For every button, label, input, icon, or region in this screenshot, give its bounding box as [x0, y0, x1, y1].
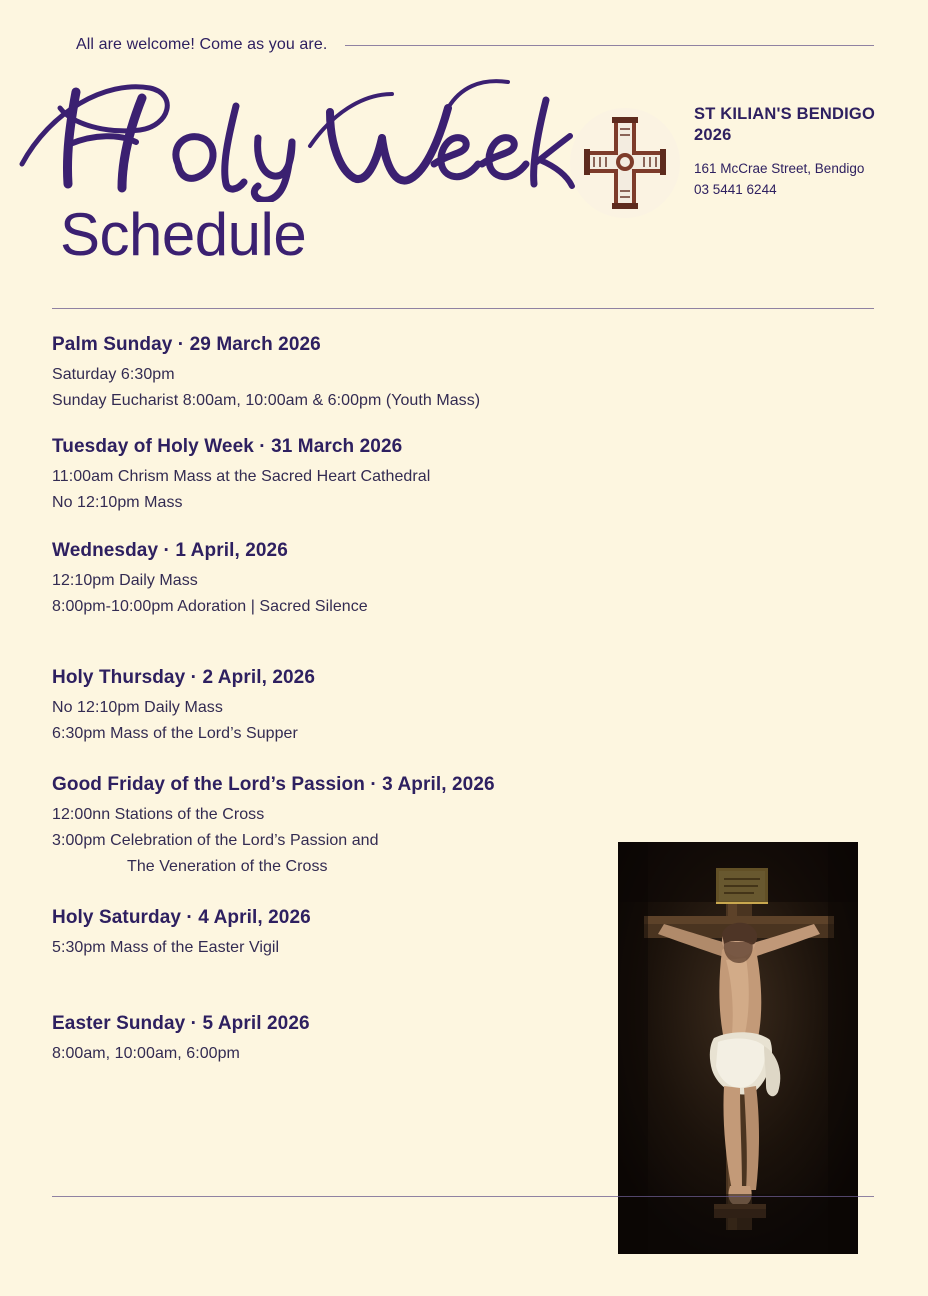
- entry-title: Palm Sunday · 29 March 2026: [52, 334, 321, 355]
- parish-info: [694, 104, 919, 200]
- schedule-entry: [52, 1013, 612, 1067]
- entry-title: Holy Saturday · 4 April, 2026: [52, 906, 311, 928]
- entry-title: Holy Thursday · 2 April, 2026: [52, 667, 315, 689]
- schedule-entry: [52, 907, 612, 961]
- entry-line: 12:00nn Stations of the Cross: [52, 806, 265, 824]
- welcome-row: [76, 36, 874, 54]
- parish-year: 2026: [694, 125, 732, 144]
- entry-line: 8:00pm-10:00pm Adoration | Sacred Silence: [52, 597, 368, 615]
- cross-emblem-icon: [570, 108, 680, 218]
- entry-title: Tuesday of Holy Week · 31 March 2026: [52, 435, 403, 457]
- entry-line: Sunday Eucharist 8:00am, 10:00am & 6:00pm (Youth Mass): [52, 391, 481, 409]
- page-title-schedule: Schedule: [60, 201, 307, 268]
- entry-line: No 12:10pm Daily Mass: [52, 699, 223, 717]
- schedule-entry: [52, 436, 612, 516]
- entry-line: 5:30pm Mass of the Easter Vigil: [52, 938, 280, 956]
- entry-line: 11:00am Chrism Mass at the Sacred Heart Cathedral: [52, 467, 431, 485]
- parish-phone: 03 5441 6244: [694, 181, 777, 197]
- entry-title: Good Friday of the Lord’s Passion · 3 April, 2026: [52, 774, 495, 796]
- welcome-divider: [345, 45, 874, 46]
- parish-name: ST KILIAN'S BENDIGO: [694, 105, 875, 123]
- entry-line: Saturday 6:30pm: [52, 366, 175, 383]
- schedule-list: [52, 334, 612, 1089]
- entry-line: The Veneration of the Cross: [127, 858, 328, 876]
- entry-line: 8:00am, 10:00am, 6:00pm: [52, 1044, 240, 1062]
- entry-title: Easter Sunday · 5 April 2026: [52, 1012, 310, 1034]
- page-title-script: [10, 72, 580, 202]
- schedule-entry: [52, 540, 612, 620]
- welcome-text: All are welcome! Come as you are.: [76, 36, 328, 53]
- entry-title: Wednesday · 1 April, 2026: [52, 539, 288, 561]
- footer-divider: [52, 1196, 874, 1197]
- parish-address: 161 McCrae Street, Bendigo: [694, 161, 865, 177]
- crucifixion-painting: [618, 842, 858, 1254]
- entry-line: 3:00pm Celebration of the Lord’s Passion and: [52, 832, 379, 850]
- entry-line: No 12:10pm Mass: [52, 493, 183, 511]
- entry-line: 6:30pm Mass of the Lord’s Supper: [52, 725, 298, 743]
- schedule-entry: [52, 667, 612, 747]
- schedule-entry: [52, 334, 612, 414]
- entry-line: 12:10pm Daily Mass: [52, 571, 198, 589]
- header-divider: [52, 308, 874, 309]
- schedule-entry: [52, 774, 612, 880]
